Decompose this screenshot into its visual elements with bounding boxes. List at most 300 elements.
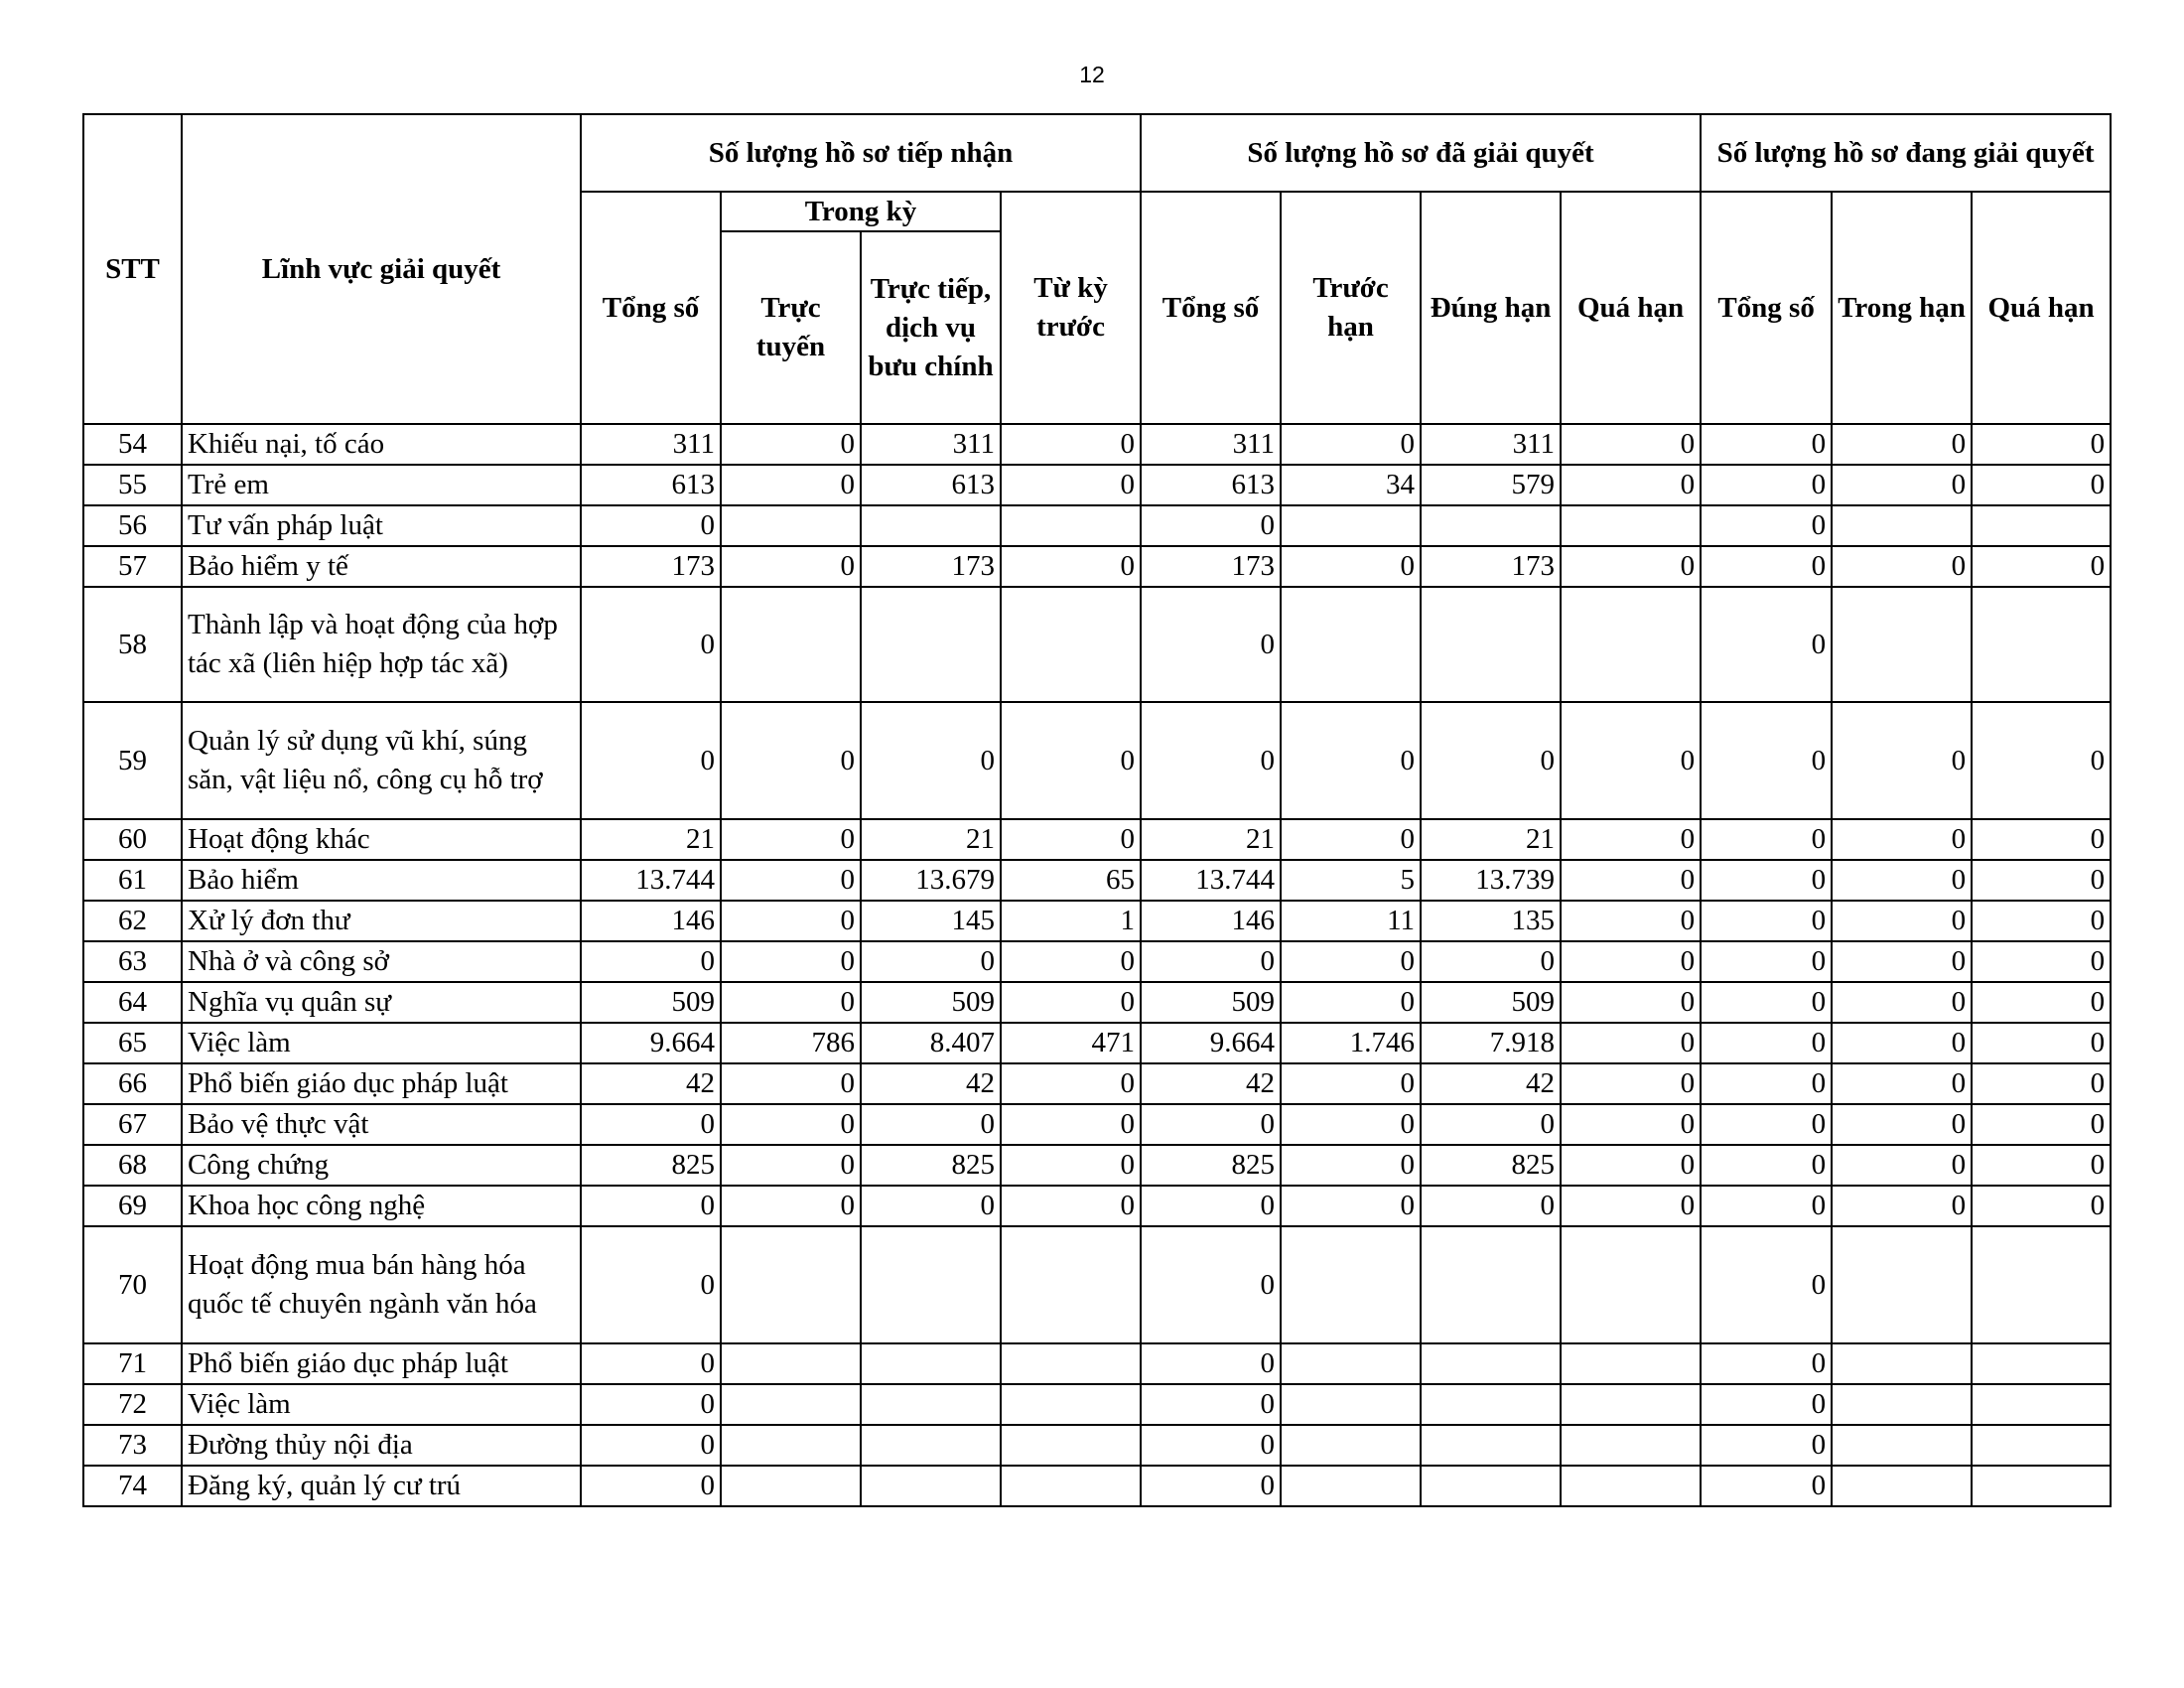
cell-previous-period: 0 (1001, 1104, 1141, 1145)
row-stt: 63 (83, 941, 182, 982)
cell-resolved-overdue: 0 (1561, 1145, 1701, 1186)
cell-online: 0 (721, 424, 861, 465)
row-stt: 62 (83, 901, 182, 941)
cell-on-time: 135 (1421, 901, 1561, 941)
cell-within-deadline: 0 (1832, 860, 1972, 901)
cell-within-deadline (1832, 1384, 1972, 1425)
cell-pending-total: 0 (1701, 1023, 1832, 1063)
cell-direct-postal: 311 (861, 424, 1001, 465)
cell-direct-postal: 825 (861, 1145, 1001, 1186)
table-row (83, 1466, 2111, 1506)
cell-online (721, 1466, 861, 1506)
cell-on-time (1421, 1466, 1561, 1506)
row-field-name: Nhà ở và công sở (182, 941, 581, 982)
cell-pending-overdue: 0 (1972, 1145, 2111, 1186)
cell-online: 0 (721, 1063, 861, 1104)
cell-on-time: 0 (1421, 702, 1561, 819)
cell-early (1281, 505, 1421, 546)
table-row (83, 901, 2111, 941)
cell-on-time: 13.739 (1421, 860, 1561, 901)
cell-on-time (1421, 505, 1561, 546)
cell-pending-total: 0 (1701, 1186, 1832, 1226)
cell-early: 5 (1281, 860, 1421, 901)
cell-resolved-overdue: 0 (1561, 819, 1701, 860)
header-received-total: Tổng số (581, 192, 721, 424)
cell-online (721, 1384, 861, 1425)
cell-early: 0 (1281, 982, 1421, 1023)
cell-direct-postal: 13.679 (861, 860, 1001, 901)
table-row (83, 1343, 2111, 1384)
cell-within-deadline (1832, 1343, 1972, 1384)
cell-early: 11 (1281, 901, 1421, 941)
cell-online: 0 (721, 901, 861, 941)
row-field-name: Việc làm (182, 1384, 581, 1425)
header-in-period: Trong kỳ (721, 192, 1001, 231)
cell-on-time: 42 (1421, 1063, 1561, 1104)
row-field-name: Thành lập và hoạt động của hợp tác xã (liên hiệp hợp tác xã) (182, 587, 581, 702)
cell-pending-overdue: 0 (1972, 465, 2111, 505)
cell-pending-total: 0 (1701, 465, 1832, 505)
cell-received-total: 0 (581, 1186, 721, 1226)
cell-direct-postal (861, 1466, 1001, 1506)
cell-previous-period: 0 (1001, 465, 1141, 505)
cell-within-deadline: 0 (1832, 1186, 1972, 1226)
cell-previous-period: 0 (1001, 1063, 1141, 1104)
cell-within-deadline: 0 (1832, 1104, 1972, 1145)
header-resolved-total: Tổng số (1141, 192, 1281, 424)
cell-resolved-overdue (1561, 505, 1701, 546)
row-stt: 60 (83, 819, 182, 860)
cell-online: 0 (721, 702, 861, 819)
header-previous-period: Từ kỳ trước (1001, 192, 1141, 424)
cell-early: 0 (1281, 819, 1421, 860)
cell-pending-overdue (1972, 1466, 2111, 1506)
cell-resolved-total: 0 (1141, 1104, 1281, 1145)
row-stt: 56 (83, 505, 182, 546)
cell-pending-total: 0 (1701, 1343, 1832, 1384)
cell-early: 0 (1281, 1186, 1421, 1226)
cell-resolved-total: 0 (1141, 941, 1281, 982)
cell-on-time (1421, 1226, 1561, 1343)
cell-pending-total: 0 (1701, 1226, 1832, 1343)
cell-pending-total: 0 (1701, 1384, 1832, 1425)
cell-early: 1.746 (1281, 1023, 1421, 1063)
cell-previous-period: 0 (1001, 819, 1141, 860)
table-row (83, 1226, 2111, 1343)
cell-received-total: 613 (581, 465, 721, 505)
row-field-name: Công chứng (182, 1145, 581, 1186)
cell-previous-period: 0 (1001, 702, 1141, 819)
header-resolved: Số lượng hồ sơ đã giải quyết (1141, 114, 1701, 192)
cell-online: 0 (721, 465, 861, 505)
cell-resolved-total: 0 (1141, 587, 1281, 702)
cell-early: 0 (1281, 546, 1421, 587)
cell-online (721, 1343, 861, 1384)
cell-early (1281, 1466, 1421, 1506)
header-pending: Số lượng hồ sơ đang giải quyết (1701, 114, 2111, 192)
cell-pending-total: 0 (1701, 901, 1832, 941)
cell-pending-total: 0 (1701, 860, 1832, 901)
cell-online: 0 (721, 982, 861, 1023)
cell-direct-postal (861, 1425, 1001, 1466)
cell-online (721, 587, 861, 702)
cell-within-deadline: 0 (1832, 546, 1972, 587)
table-row (83, 819, 2111, 860)
cell-pending-overdue: 0 (1972, 546, 2111, 587)
cell-resolved-total: 825 (1141, 1145, 1281, 1186)
table-row (83, 1104, 2111, 1145)
header-direct-postal: Trực tiếp, dịch vụ bưu chính (861, 231, 1001, 424)
cell-previous-period (1001, 1226, 1141, 1343)
row-stt: 71 (83, 1343, 182, 1384)
cell-direct-postal (861, 1384, 1001, 1425)
cell-previous-period (1001, 505, 1141, 546)
table-row (83, 1425, 2111, 1466)
cell-direct-postal: 509 (861, 982, 1001, 1023)
cell-pending-overdue: 0 (1972, 1023, 2111, 1063)
table-row (83, 982, 2111, 1023)
cell-resolved-overdue (1561, 1226, 1701, 1343)
row-stt: 70 (83, 1226, 182, 1343)
cell-direct-postal: 8.407 (861, 1023, 1001, 1063)
header-pending-overdue: Quá hạn (1972, 192, 2111, 424)
cell-previous-period (1001, 1425, 1141, 1466)
cell-pending-total: 0 (1701, 1145, 1832, 1186)
table-row (83, 505, 2111, 546)
cell-pending-total: 0 (1701, 941, 1832, 982)
cell-on-time (1421, 1425, 1561, 1466)
cell-received-total: 0 (581, 941, 721, 982)
cell-pending-total: 0 (1701, 1466, 1832, 1506)
row-stt: 61 (83, 860, 182, 901)
cell-on-time: 21 (1421, 819, 1561, 860)
cell-within-deadline (1832, 1425, 1972, 1466)
cell-pending-overdue: 0 (1972, 819, 2111, 860)
cell-resolved-total: 0 (1141, 505, 1281, 546)
cell-online: 786 (721, 1023, 861, 1063)
cell-on-time (1421, 587, 1561, 702)
cell-previous-period: 471 (1001, 1023, 1141, 1063)
cell-online: 0 (721, 546, 861, 587)
cell-previous-period (1001, 1384, 1141, 1425)
row-stt: 69 (83, 1186, 182, 1226)
cell-early: 0 (1281, 941, 1421, 982)
cell-previous-period: 1 (1001, 901, 1141, 941)
cell-resolved-overdue: 0 (1561, 424, 1701, 465)
cell-received-total: 42 (581, 1063, 721, 1104)
cell-on-time: 0 (1421, 1186, 1561, 1226)
cell-resolved-total: 173 (1141, 546, 1281, 587)
cell-pending-overdue: 0 (1972, 702, 2111, 819)
cell-online (721, 1226, 861, 1343)
cell-within-deadline: 0 (1832, 465, 1972, 505)
cell-on-time (1421, 1384, 1561, 1425)
row-stt: 54 (83, 424, 182, 465)
row-field-name: Nghĩa vụ quân sự (182, 982, 581, 1023)
cell-within-deadline: 0 (1832, 901, 1972, 941)
cell-pending-overdue: 0 (1972, 901, 2111, 941)
cell-direct-postal (861, 1226, 1001, 1343)
row-field-name: Bảo hiểm y tế (182, 546, 581, 587)
cell-received-total: 146 (581, 901, 721, 941)
cell-resolved-total: 0 (1141, 1343, 1281, 1384)
cell-pending-overdue: 0 (1972, 424, 2111, 465)
cell-within-deadline: 0 (1832, 424, 1972, 465)
cell-resolved-total: 0 (1141, 1384, 1281, 1425)
cell-previous-period: 0 (1001, 424, 1141, 465)
cell-received-total: 0 (581, 505, 721, 546)
cell-within-deadline (1832, 587, 1972, 702)
cell-online (721, 1425, 861, 1466)
cell-on-time: 0 (1421, 941, 1561, 982)
cell-direct-postal: 0 (861, 1104, 1001, 1145)
cell-previous-period: 0 (1001, 941, 1141, 982)
row-field-name: Khiếu nại, tố cáo (182, 424, 581, 465)
cell-resolved-total: 13.744 (1141, 860, 1281, 901)
row-stt: 68 (83, 1145, 182, 1186)
cell-previous-period: 0 (1001, 982, 1141, 1023)
cell-early: 0 (1281, 1063, 1421, 1104)
table-row (83, 1063, 2111, 1104)
cell-received-total: 311 (581, 424, 721, 465)
cell-received-total: 0 (581, 587, 721, 702)
row-stt: 74 (83, 1466, 182, 1506)
table-row (83, 1023, 2111, 1063)
header-pending-total: Tổng số (1701, 192, 1832, 424)
cell-on-time (1421, 1343, 1561, 1384)
cell-pending-overdue: 0 (1972, 1186, 2111, 1226)
cell-resolved-total: 0 (1141, 1226, 1281, 1343)
cell-pending-total: 0 (1701, 505, 1832, 546)
cell-online: 0 (721, 819, 861, 860)
cell-on-time: 579 (1421, 465, 1561, 505)
cell-received-total: 825 (581, 1145, 721, 1186)
cell-online: 0 (721, 1104, 861, 1145)
cell-resolved-total: 0 (1141, 1186, 1281, 1226)
cell-resolved-total: 0 (1141, 1425, 1281, 1466)
row-stt: 67 (83, 1104, 182, 1145)
cell-pending-total: 0 (1701, 982, 1832, 1023)
cell-resolved-total: 0 (1141, 702, 1281, 819)
cell-resolved-overdue: 0 (1561, 702, 1701, 819)
row-field-name: Việc làm (182, 1023, 581, 1063)
cell-on-time: 0 (1421, 1104, 1561, 1145)
cell-early (1281, 587, 1421, 702)
cell-pending-total: 0 (1701, 1063, 1832, 1104)
cell-direct-postal (861, 587, 1001, 702)
cell-resolved-overdue: 0 (1561, 1186, 1701, 1226)
cell-resolved-overdue: 0 (1561, 901, 1701, 941)
table-row (83, 1145, 2111, 1186)
header-stt: STT (83, 114, 182, 424)
cell-previous-period: 0 (1001, 546, 1141, 587)
row-stt: 57 (83, 546, 182, 587)
cell-early: 0 (1281, 424, 1421, 465)
cell-within-deadline (1832, 1226, 1972, 1343)
cell-previous-period (1001, 1343, 1141, 1384)
cell-pending-total: 0 (1701, 1425, 1832, 1466)
cell-received-total: 0 (581, 1343, 721, 1384)
cell-previous-period: 0 (1001, 1186, 1141, 1226)
cell-pending-overdue: 0 (1972, 860, 2111, 901)
cell-early: 0 (1281, 1145, 1421, 1186)
cell-pending-overdue (1972, 1226, 2111, 1343)
cell-received-total: 0 (581, 1384, 721, 1425)
row-stt: 64 (83, 982, 182, 1023)
cell-previous-period (1001, 587, 1141, 702)
cell-within-deadline: 0 (1832, 941, 1972, 982)
row-stt: 58 (83, 587, 182, 702)
cell-direct-postal: 0 (861, 941, 1001, 982)
cell-early: 0 (1281, 1104, 1421, 1145)
row-field-name: Hoạt động khác (182, 819, 581, 860)
cell-resolved-overdue: 0 (1561, 465, 1701, 505)
header-received: Số lượng hồ sơ tiếp nhận (581, 114, 1141, 192)
table-row (83, 424, 2111, 465)
cell-within-deadline: 0 (1832, 982, 1972, 1023)
row-field-name: Đăng ký, quản lý cư trú (182, 1466, 581, 1506)
cell-pending-overdue: 0 (1972, 982, 2111, 1023)
cell-direct-postal: 0 (861, 1186, 1001, 1226)
cell-early (1281, 1384, 1421, 1425)
cell-direct-postal (861, 1343, 1001, 1384)
cell-early (1281, 1343, 1421, 1384)
cell-received-total: 0 (581, 1104, 721, 1145)
cell-resolved-total: 509 (1141, 982, 1281, 1023)
cell-on-time: 7.918 (1421, 1023, 1561, 1063)
cell-within-deadline: 0 (1832, 1063, 1972, 1104)
cell-resolved-total: 146 (1141, 901, 1281, 941)
cell-received-total: 13.744 (581, 860, 721, 901)
header-on-time: Đúng hạn (1421, 192, 1561, 424)
cell-resolved-overdue: 0 (1561, 860, 1701, 901)
cell-early: 34 (1281, 465, 1421, 505)
cell-previous-period: 0 (1001, 1145, 1141, 1186)
row-field-name: Quản lý sử dụng vũ khí, súng săn, vật liệu nổ, công cụ hỗ trợ (182, 702, 581, 819)
header-within-deadline: Trong hạn (1832, 192, 1972, 424)
row-field-name: Hoạt động mua bán hàng hóa quốc tế chuyên ngành văn hóa (182, 1226, 581, 1343)
row-stt: 72 (83, 1384, 182, 1425)
row-stt: 73 (83, 1425, 182, 1466)
cell-resolved-overdue: 0 (1561, 1023, 1701, 1063)
cell-on-time: 509 (1421, 982, 1561, 1023)
cell-early (1281, 1425, 1421, 1466)
cell-resolved-overdue: 0 (1561, 941, 1701, 982)
cell-early: 0 (1281, 702, 1421, 819)
cell-received-total: 0 (581, 1466, 721, 1506)
cell-pending-overdue (1972, 1425, 2111, 1466)
table-row (83, 860, 2111, 901)
cell-resolved-overdue (1561, 1466, 1701, 1506)
cell-online: 0 (721, 860, 861, 901)
row-field-name: Bảo vệ thực vật (182, 1104, 581, 1145)
cell-direct-postal: 173 (861, 546, 1001, 587)
cell-resolved-total: 42 (1141, 1063, 1281, 1104)
cell-pending-overdue: 0 (1972, 1104, 2111, 1145)
cell-online: 0 (721, 941, 861, 982)
cell-resolved-overdue (1561, 1384, 1701, 1425)
table-row (83, 941, 2111, 982)
cell-resolved-overdue: 0 (1561, 1104, 1701, 1145)
cell-resolved-overdue: 0 (1561, 982, 1701, 1023)
row-stt: 65 (83, 1023, 182, 1063)
cell-resolved-overdue: 0 (1561, 546, 1701, 587)
cell-received-total: 173 (581, 546, 721, 587)
row-field-name: Phổ biến giáo dục pháp luật (182, 1343, 581, 1384)
cell-early (1281, 1226, 1421, 1343)
header-resolved-overdue: Quá hạn (1561, 192, 1701, 424)
cell-received-total: 0 (581, 1226, 721, 1343)
cell-received-total: 9.664 (581, 1023, 721, 1063)
cell-on-time: 311 (1421, 424, 1561, 465)
cell-pending-total: 0 (1701, 702, 1832, 819)
table-row (83, 465, 2111, 505)
row-stt: 59 (83, 702, 182, 819)
cell-received-total: 509 (581, 982, 721, 1023)
cell-pending-overdue: 0 (1972, 941, 2111, 982)
cell-resolved-total: 0 (1141, 1466, 1281, 1506)
table-row (83, 1384, 2111, 1425)
cell-direct-postal: 0 (861, 702, 1001, 819)
cell-direct-postal: 21 (861, 819, 1001, 860)
cell-pending-overdue (1972, 505, 2111, 546)
cell-direct-postal: 613 (861, 465, 1001, 505)
table-row (83, 702, 2111, 819)
row-field-name: Bảo hiểm (182, 860, 581, 901)
cell-within-deadline (1832, 505, 1972, 546)
cell-within-deadline: 0 (1832, 702, 1972, 819)
cell-resolved-total: 613 (1141, 465, 1281, 505)
statistics-table (82, 113, 2112, 1507)
cell-online (721, 505, 861, 546)
cell-received-total: 0 (581, 1425, 721, 1466)
cell-direct-postal (861, 505, 1001, 546)
cell-resolved-total: 21 (1141, 819, 1281, 860)
cell-previous-period: 65 (1001, 860, 1141, 901)
cell-resolved-overdue (1561, 1343, 1701, 1384)
cell-received-total: 0 (581, 702, 721, 819)
cell-pending-total: 0 (1701, 587, 1832, 702)
page-number: 12 (1079, 62, 1105, 87)
cell-pending-overdue (1972, 587, 2111, 702)
table-row (83, 1186, 2111, 1226)
cell-on-time: 173 (1421, 546, 1561, 587)
cell-pending-overdue (1972, 1343, 2111, 1384)
cell-within-deadline: 0 (1832, 1145, 1972, 1186)
cell-pending-total: 0 (1701, 424, 1832, 465)
cell-within-deadline: 0 (1832, 819, 1972, 860)
cell-pending-overdue (1972, 1384, 2111, 1425)
cell-direct-postal: 42 (861, 1063, 1001, 1104)
row-field-name: Xử lý đơn thư (182, 901, 581, 941)
table-row (83, 546, 2111, 587)
table-row (83, 587, 2111, 702)
table-body (83, 424, 2111, 1506)
cell-resolved-total: 311 (1141, 424, 1281, 465)
cell-previous-period (1001, 1466, 1141, 1506)
header-online: Trực tuyến (721, 231, 861, 424)
cell-online: 0 (721, 1145, 861, 1186)
cell-pending-total: 0 (1701, 819, 1832, 860)
row-field-name: Khoa học công nghệ (182, 1186, 581, 1226)
cell-received-total: 21 (581, 819, 721, 860)
header-field: Lĩnh vực giải quyết (182, 114, 581, 424)
cell-pending-total: 0 (1701, 1104, 1832, 1145)
cell-online: 0 (721, 1186, 861, 1226)
cell-within-deadline (1832, 1466, 1972, 1506)
row-stt: 66 (83, 1063, 182, 1104)
cell-pending-overdue: 0 (1972, 1063, 2111, 1104)
